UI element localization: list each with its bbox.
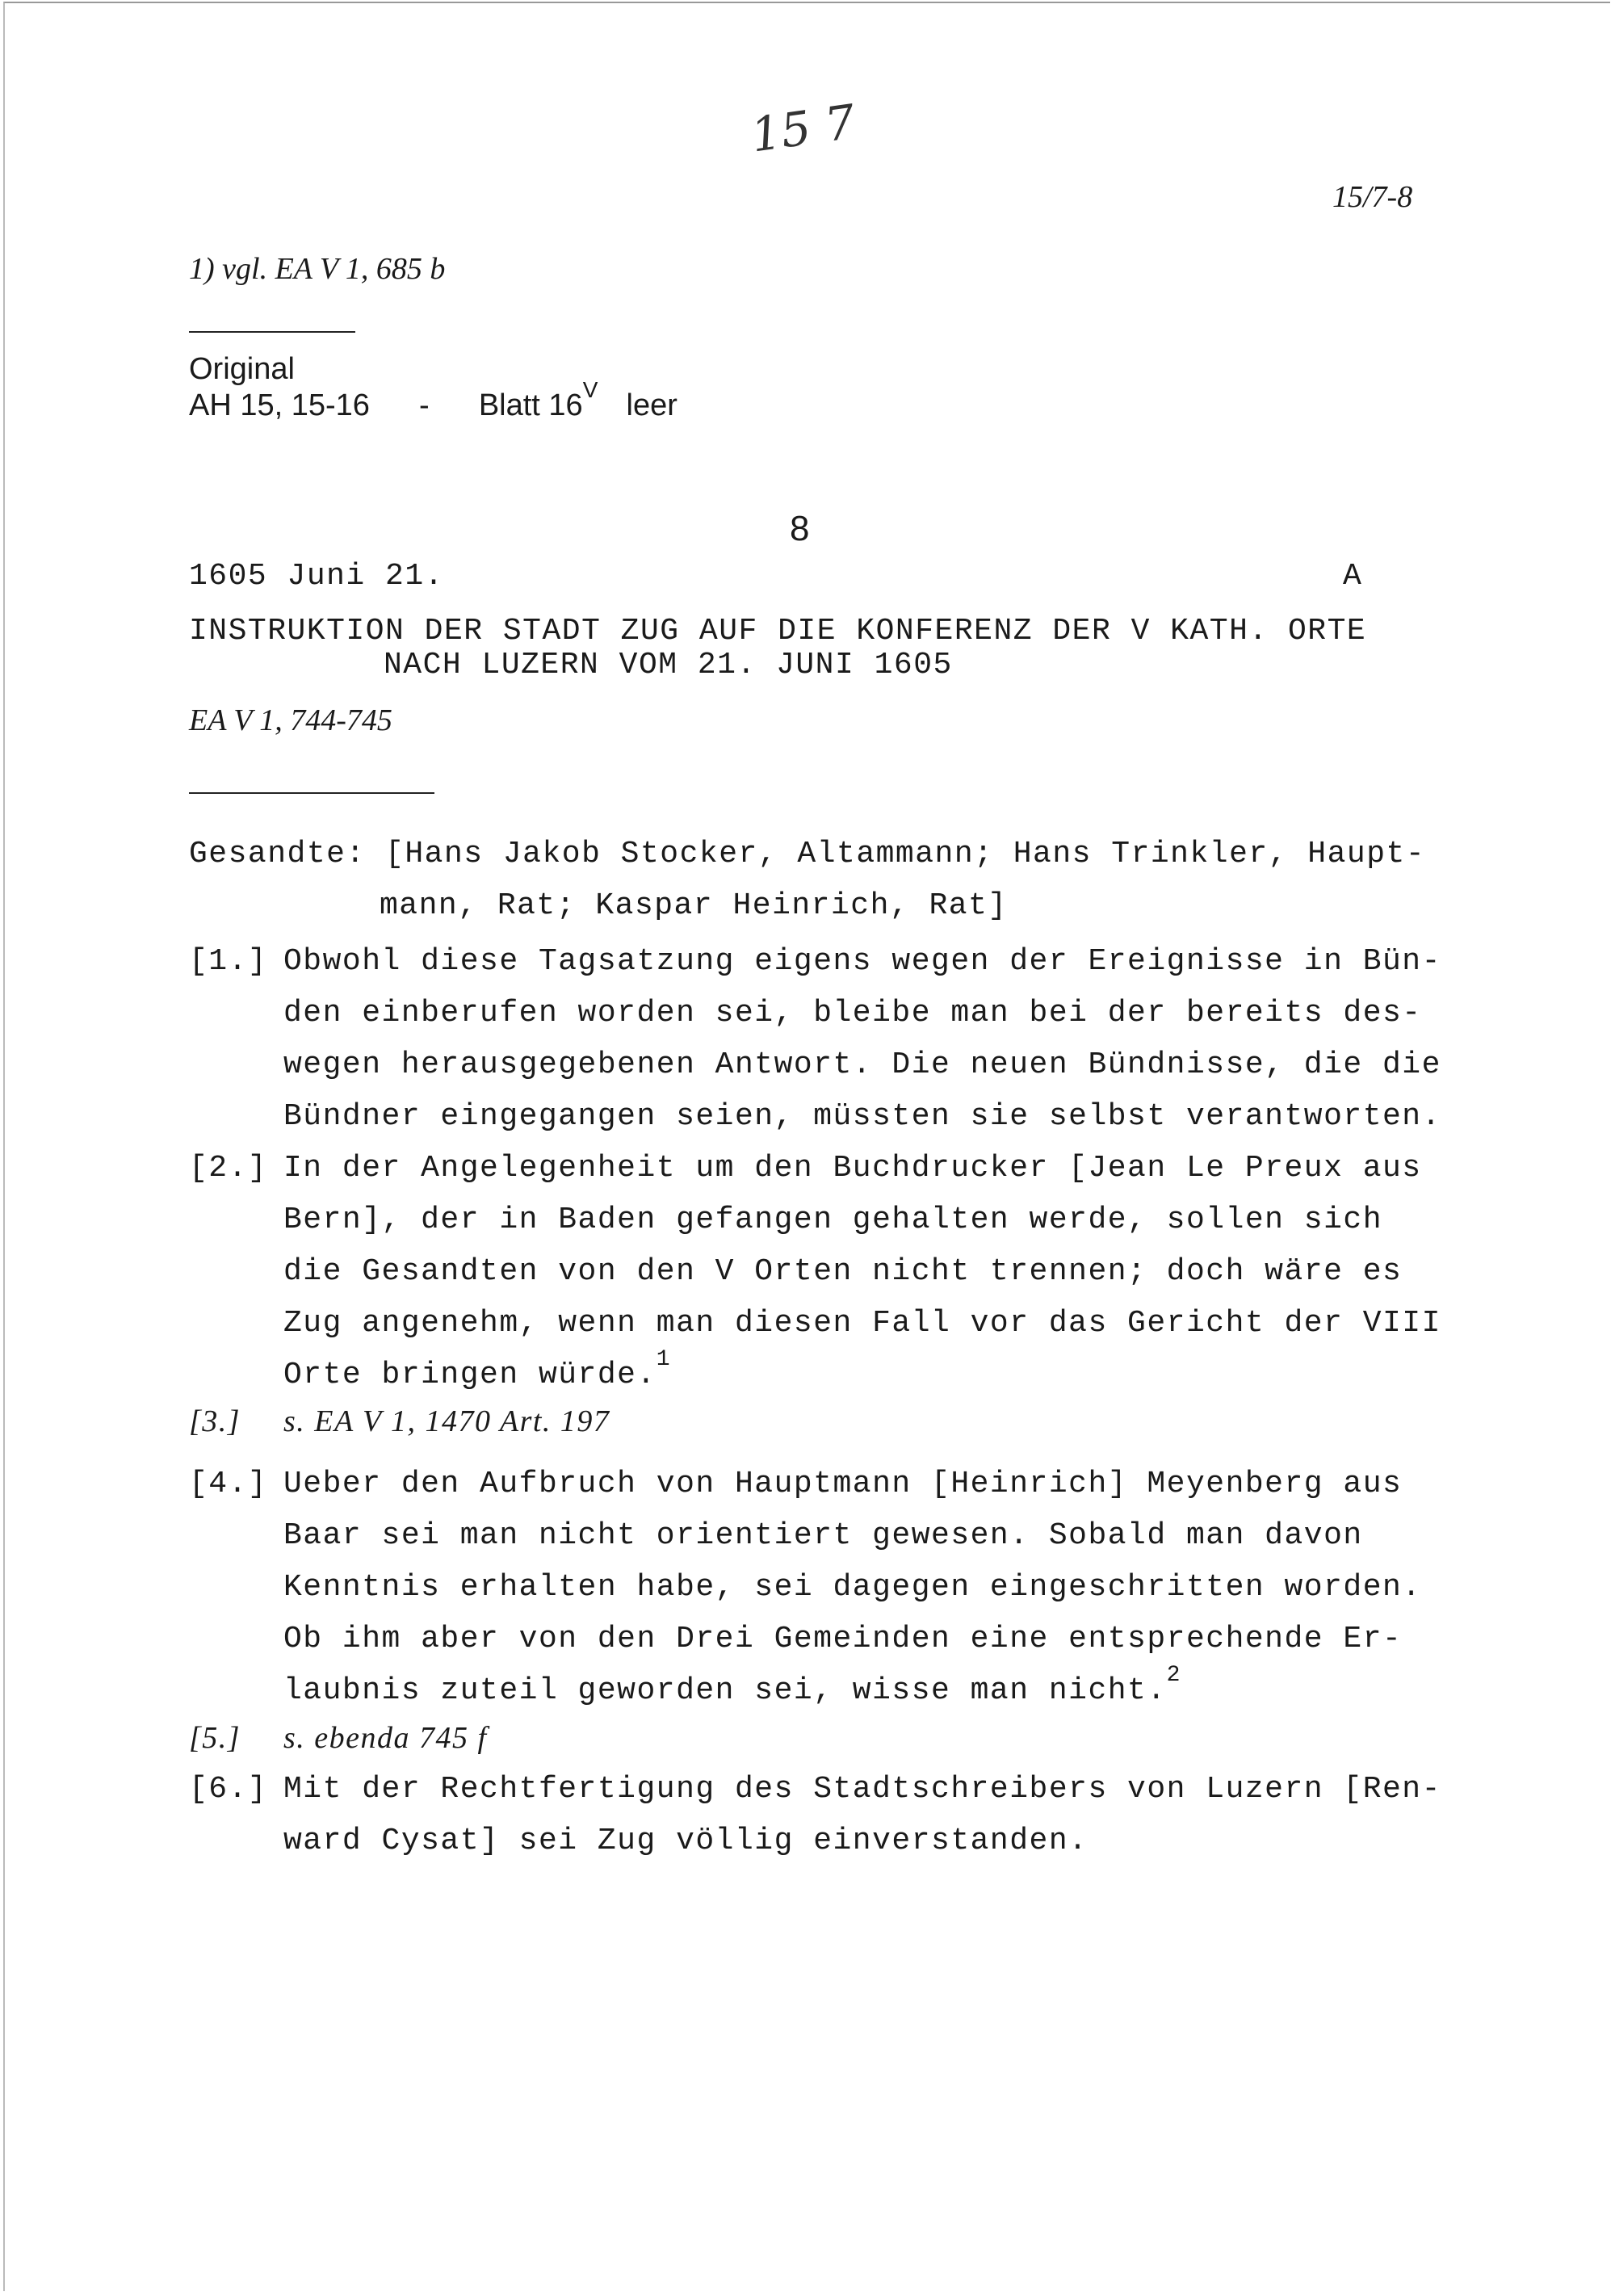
- item-number: [2.]: [189, 1151, 268, 1186]
- item-number: [6.]: [189, 1772, 268, 1807]
- item-number: [5.]: [189, 1721, 241, 1755]
- item-line: Ob ihm aber von den Drei Gemeinden eine entsprechende Er-: [283, 1622, 1403, 1656]
- previous-footnote: 1) vgl. EA V 1, 685 b: [189, 252, 446, 286]
- source-ref: AH 15, 15-16: [189, 388, 370, 422]
- item-reference: s. ebenda 745 f: [283, 1721, 488, 1755]
- item-line-last: [283, 1665, 1615, 1717]
- document-title-line2: NACH LUZERN VOM 21. JUNI 1605: [384, 648, 953, 682]
- item-line: wegen herausgegebenen Antwort. Die neuen Bündnisse, die die: [283, 1047, 1441, 1082]
- item-line: Ueber den Aufbruch von Hauptmann [Heinrich] Meyenberg aus: [283, 1467, 1403, 1501]
- item-reference: s. EA V 1, 1470 Art. 197: [283, 1404, 610, 1438]
- document-letter: A: [1343, 559, 1363, 594]
- item-line: Orte bringen würde.: [283, 1358, 656, 1392]
- handwritten-folio-number: 15 7: [747, 94, 859, 163]
- source-leer: leer: [626, 388, 677, 422]
- footnote-mark: 1: [656, 1347, 672, 1372]
- envoys-line2: mann, Rat; Kaspar Heinrich, Rat]: [380, 888, 1008, 923]
- item-line: die Gesandten von den V Orten nicht trennen; doch wäre es: [283, 1254, 1403, 1289]
- source-blatt-verso: V: [582, 377, 598, 402]
- item-line: In der Angelegenheit um den Buchdrucker [Jean Le Preux aus: [283, 1151, 1422, 1186]
- document-number: 8: [790, 509, 810, 548]
- item-line: Mit der Rechtfertigung des Stadtschreibers von Luzern [Ren-: [283, 1772, 1441, 1807]
- item-line: Bern], der in Baden gefangen gehalten werde, sollen sich: [283, 1203, 1383, 1237]
- source-dash: -: [419, 388, 430, 422]
- source-line: [189, 377, 677, 423]
- footnote-mark: 2: [1166, 1663, 1181, 1688]
- item-line: den einberufen worden sei, bleibe man bei der bereits des-: [283, 996, 1422, 1030]
- item-number: [1.]: [189, 944, 268, 979]
- item-number: [4.]: [189, 1467, 268, 1501]
- page-reference: 15/7-8: [1332, 180, 1413, 214]
- item-line-last: [283, 1349, 1615, 1401]
- item-line: Obwohl diese Tagsatzung eigens wegen der Ereignisse in Bün-: [283, 944, 1441, 979]
- footnote-divider: [189, 331, 355, 333]
- source-blatt: Blatt 16: [478, 388, 583, 422]
- item-line: Bündner eingegangen seien, müssten sie selbst verantworten.: [283, 1099, 1441, 1134]
- section-divider: [189, 792, 434, 794]
- item-line: ward Cysat] sei Zug völlig einverstanden.: [283, 1824, 1089, 1858]
- envoys-line1: Gesandte: [Hans Jakob Stocker, Altammann; Hans Trinkler, Haupt-: [189, 837, 1426, 871]
- item-number: [3.]: [189, 1404, 241, 1438]
- item-line: Zug angenehm, wenn man diesen Fall vor das Gericht der VIII: [283, 1306, 1441, 1341]
- item-line: Kenntnis erhalten habe, sei dagegen eingeschritten worden.: [283, 1570, 1422, 1605]
- item-line: Baar sei man nicht orientiert gewesen. Sobald man davon: [283, 1518, 1363, 1553]
- ea-reference: EA V 1, 744-745: [189, 703, 392, 737]
- item-line: laubnis zuteil geworden sei, wisse man nicht.: [283, 1673, 1167, 1708]
- document-title-line1: INSTRUKTION DER STADT ZUG AUF DIE KONFERENZ DER V KATH. ORTE: [189, 614, 1367, 649]
- source-label: Original: [189, 352, 295, 386]
- document-date: 1605 Juni 21.: [189, 559, 444, 594]
